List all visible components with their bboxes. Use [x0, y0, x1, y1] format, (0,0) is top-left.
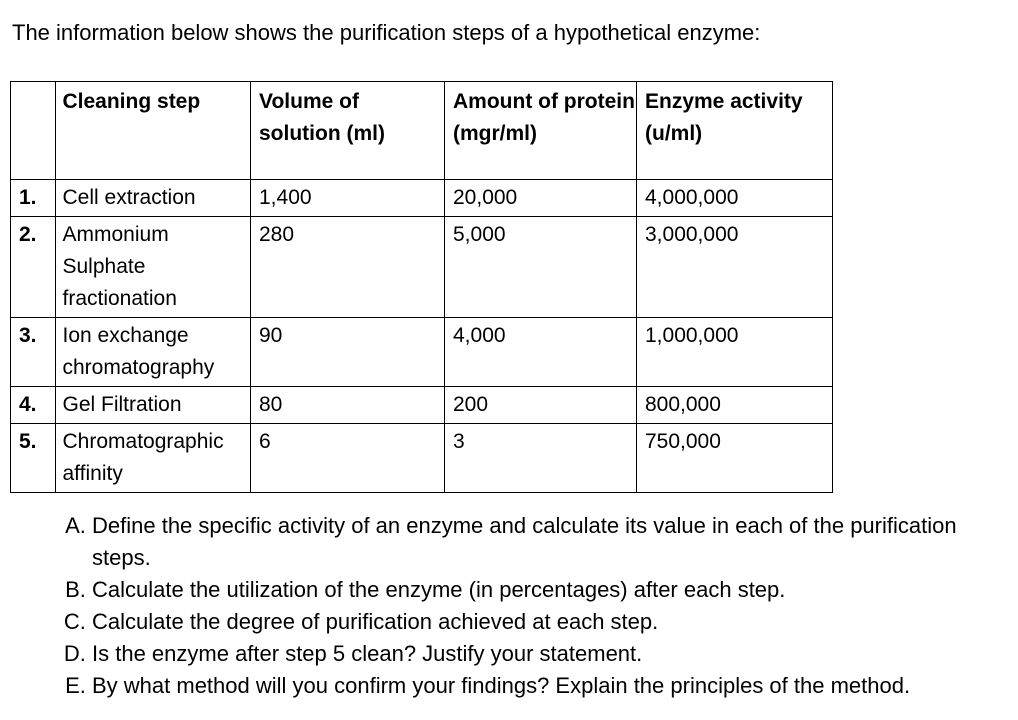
row-number: 3.	[11, 318, 55, 387]
row-step: Chromatographic affinity	[55, 424, 251, 493]
row-step: Gel Filtration	[55, 387, 251, 424]
row-number: 2.	[11, 217, 55, 318]
row-step: Ion exchange chromatography	[55, 318, 251, 387]
row-protein: 20,000	[445, 180, 637, 217]
row-protein: 200	[445, 387, 637, 424]
header-activity: Enzyme activity (u/ml)	[637, 82, 833, 180]
question-d: D. Is the enzyme after step 5 clean? Justify your statement.	[92, 638, 1012, 670]
row-activity: 4,000,000	[637, 180, 833, 217]
table-row	[11, 180, 833, 217]
table-header-row	[11, 82, 833, 180]
question-e: E. By what method will you confirm your findings? Explain the principles of the method.	[92, 670, 1012, 702]
row-number: 4.	[11, 387, 55, 424]
row-volume: 6	[251, 424, 445, 493]
row-activity: 1,000,000	[637, 318, 833, 387]
row-volume: 1,400	[251, 180, 445, 217]
table-row	[11, 387, 833, 424]
row-number: 5.	[11, 424, 55, 493]
question-a: A. Define the specific activity of an enzyme and calculate its value in each of the purification steps.	[92, 510, 1012, 574]
row-activity: 750,000	[637, 424, 833, 493]
row-protein: 5,000	[445, 217, 637, 318]
row-volume: 280	[251, 217, 445, 318]
header-volume: Volume of solution (ml)	[251, 82, 445, 180]
question-c: C. Calculate the degree of purification achieved at each step.	[92, 606, 1012, 638]
table-row	[11, 217, 833, 318]
question-b: B. Calculate the utilization of the enzyme (in percentages) after each step.	[92, 574, 1012, 606]
header-cleaning-step: Cleaning step	[55, 82, 251, 180]
row-step: Cell extraction	[55, 180, 251, 217]
row-activity: 800,000	[637, 387, 833, 424]
intro-text: The information below shows the purification steps of a hypothetical enzyme:	[12, 20, 761, 45]
header-protein: Amount of protein (mgr/ml)	[445, 82, 637, 180]
purification-table	[10, 81, 833, 493]
row-volume: 80	[251, 387, 445, 424]
row-step: Ammonium Sulphate fractionation	[55, 217, 251, 318]
header-number	[11, 82, 55, 180]
row-protein: 3	[445, 424, 637, 493]
row-protein: 4,000	[445, 318, 637, 387]
table-row	[11, 424, 833, 493]
table-row	[11, 318, 833, 387]
row-volume: 90	[251, 318, 445, 387]
row-activity: 3,000,000	[637, 217, 833, 318]
row-number: 1.	[11, 180, 55, 217]
question-list	[50, 510, 1012, 702]
